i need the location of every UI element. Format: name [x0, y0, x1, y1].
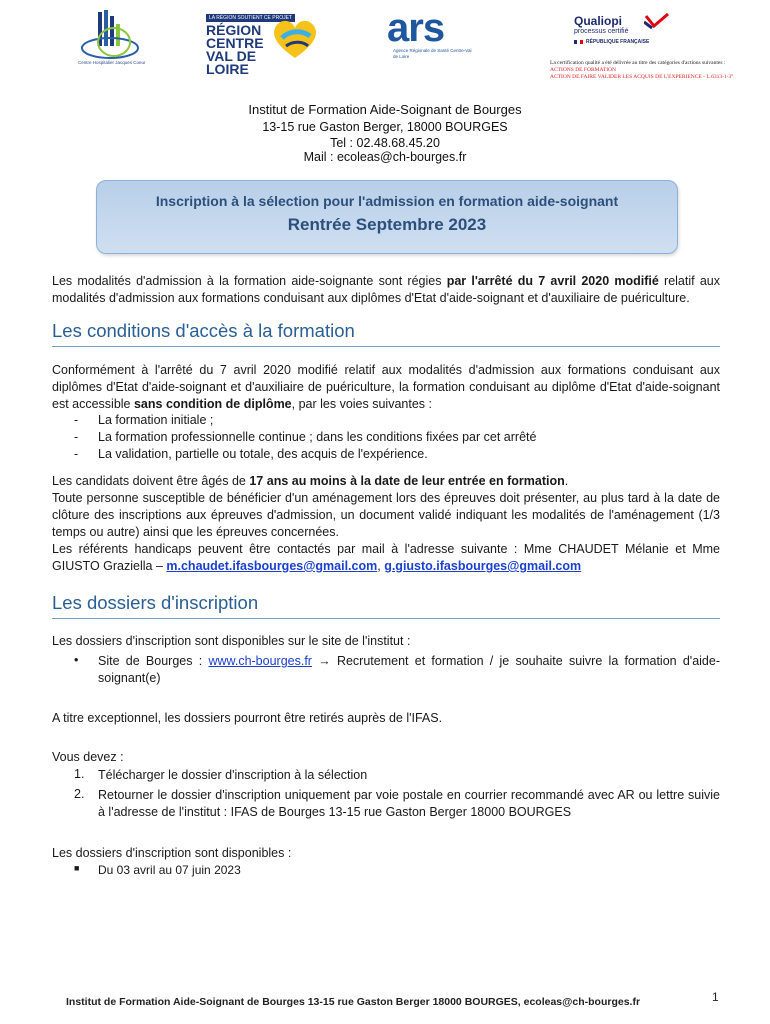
square-bullet-icon: ■ — [74, 863, 80, 873]
ch-bourges-link[interactable]: www.ch-bourges.fr — [208, 654, 312, 668]
region-centre-logo — [204, 14, 322, 77]
registration-period: Du 03 avril au 07 juin 2023 — [98, 863, 241, 877]
certification-text: La certification qualité a été délivrée au titre des catégories d'actions suivantes : — [550, 60, 726, 66]
ars-logo-mark: ars — [387, 6, 445, 50]
bourges-site-bullet — [98, 653, 720, 687]
qualiopi-mark-icon — [644, 12, 670, 30]
page-footer: Institut de Formation Aide-Soignant de Bourges 13-15 rue Gaston Berger 18000 BOURGES, ecoleas@ch-bourges.fr — [66, 996, 641, 1008]
intro-text-bold: par l'arrêté du 7 avril 2020 modifié — [446, 274, 659, 288]
institute-address: 13-15 rue Gaston Berger, 18000 BOURGES — [262, 120, 508, 134]
title-banner — [96, 180, 678, 254]
conditions-paragraph — [52, 362, 720, 413]
email-link-chaudet[interactable]: m.chaudet.ifasbourges@gmail.com — [166, 559, 378, 573]
page-number: 1 — [712, 990, 719, 1004]
intro-text-c: relatif aux modalités d'admission aux formations conduisant aux diplômes d'Etat d'aide-soignant et d'auxiliaire de puériculture. — [52, 274, 720, 305]
conditions-text-c: , par les voies suivantes : — [291, 397, 432, 411]
ars-logo — [385, 6, 477, 64]
email-separator: , — [377, 559, 385, 573]
list-dash: - — [74, 430, 79, 444]
certification-note — [550, 60, 750, 81]
republique-francaise-label: RÉPUBLIQUE FRANÇAISE — [586, 39, 650, 45]
age-text-c: . — [564, 474, 569, 488]
dossiers-dates-label: Les dossiers d'inscription sont disponibles : — [52, 846, 292, 860]
certification-category-2: ACTION DE FAIRE VALIDER LES ACQUIS DE L'EXPERIENCE - L.6313-1-3° — [550, 74, 734, 80]
institute-mail: Mail : ecoleas@ch-bourges.fr — [303, 150, 467, 164]
list-item: La formation professionnelle continue ; dans les conditions fixées par cet arrêté — [98, 430, 537, 444]
bullet-text-a: Site de Bourges : — [98, 654, 209, 668]
institute-name: Institut de Formation Aide-Soignant de Bourges — [248, 102, 522, 117]
ch-logo-mark — [78, 10, 146, 60]
section-heading-dossiers: Les dossiers d'inscription — [52, 592, 720, 619]
qualiopi-logo — [574, 14, 674, 50]
bullet-text-b: → Recrutement et formation / je souhaite suivre la formation d'aide-soignant(e) — [98, 654, 720, 685]
institute-phone: Tel : 02.48.68.45.20 — [330, 136, 440, 150]
list-dash: - — [74, 413, 79, 427]
age-requirement — [52, 473, 720, 490]
step-number: 2. — [74, 787, 85, 801]
conditions-text-bold: sans condition de diplôme — [133, 397, 292, 411]
handicap-text: Les référents handicaps peuvent être contactés par mail à l'adresse suivante : Mme CHAUDET Mélanie et Mme GIUSTO Graziella – — [52, 542, 720, 573]
banner-title: Inscription à la sélection pour l'admission en formation aide-soignant — [155, 193, 619, 209]
step-item: Télécharger le dossier d'inscription à la sélection — [98, 768, 368, 782]
qualiopi-name: Qualiopi — [574, 14, 622, 28]
french-flag-icon — [574, 40, 583, 44]
vous-devez-label: Vous devez : — [52, 750, 124, 764]
qualiopi-subtitle: processus certifié — [574, 28, 629, 35]
intro-text-a: Les modalités d'admission à la formation aide-soignante sont régies — [52, 274, 447, 288]
email-link-giusto[interactable]: g.giusto.ifasbourges@gmail.com — [384, 559, 582, 573]
accommodation-paragraph: Toute personne susceptible de bénéficier d'un aménagement lors des épreuves doit présenter, au plus tard à la date de clôture des inscriptions aux épreuves d'admission, un document validé indiquant les modalités de l'aménagement (1/3 temps ou autre) ainsi que les épreuves concernées. — [52, 491, 720, 539]
region-logo-tagline: LA RÉGION SOUTIENT CE PROJET — [206, 14, 295, 22]
step-item: Retourner le dossier d'inscription uniquement par voie postale en courrier recommandé avec AR ou lettre suivie à l'adresse de l'institut : IFAS de Bourges 13-15 rue Gaston Berger 18000 BOURGES — [98, 788, 720, 819]
step-number: 1. — [74, 767, 85, 781]
handicap-referents-paragraph — [52, 541, 720, 575]
exception-paragraph: A titre exceptionnel, les dossiers pourront être retirés auprès de l'IFAS. — [52, 711, 443, 725]
intro-paragraph — [52, 273, 720, 307]
conditions-text-a: Conformément à l'arrêté du 7 avril 2020 modifié relatif aux modalités d'admission aux formations conduisant aux diplômes d'Etat d'aide-soignant et d'auxiliaire de puériculture, la formation conduisant au diplôme d'Etat d'aide-soignant est accessible — [52, 363, 720, 411]
region-heart-icon — [268, 16, 322, 62]
list-item: La formation initiale ; — [98, 413, 214, 427]
section-heading-conditions: Les conditions d'accès à la formation — [52, 320, 720, 347]
banner-subtitle: Rentrée Septembre 2023 — [287, 215, 487, 234]
certification-category-1: ACTIONS DE FORMATION — [550, 67, 617, 73]
region-logo-name: RÉGION CENTRE VAL DE LOIRE — [206, 22, 264, 77]
age-text-bold: 17 ans au moins à la date de leur entrée en formation — [249, 474, 565, 488]
ars-logo-subtitle: Agence Régionale de Santé Centre-Val de Loire — [393, 48, 472, 59]
dossiers-availability-text: Les dossiers d'inscription sont disponibles sur le site de l'institut : — [52, 634, 411, 648]
list-dash: - — [74, 447, 79, 461]
bullet-icon: • — [74, 653, 79, 667]
age-text-a: Les candidats doivent être âgés de — [52, 474, 250, 488]
ch-bourges-logo — [78, 10, 146, 66]
list-item: La validation, partielle ou totale, des acquis de l'expérience. — [98, 447, 428, 461]
ch-logo-text: Centre Hospitalier Jacques Coeur — [78, 60, 146, 65]
